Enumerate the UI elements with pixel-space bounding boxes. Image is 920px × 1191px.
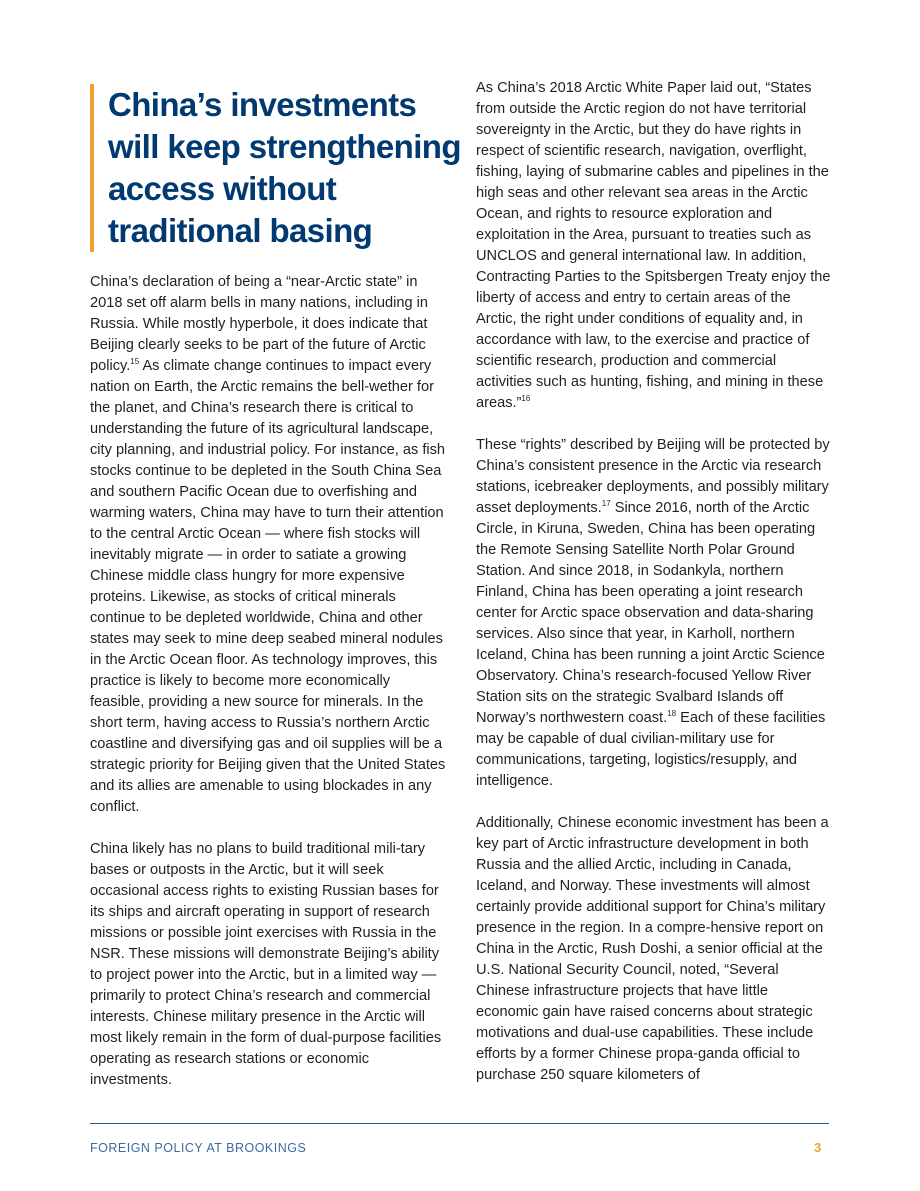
body-paragraph [90,272,446,818]
paragraph-text: These “rights” described by Beijing will be protected by China’s consistent presence in the Arctic via research stations, icebreaker deployments, and possibly military asset deployments. [476,437,830,516]
body-paragraph [476,435,832,792]
body-paragraph [476,813,832,1086]
left-column [90,78,461,1112]
footer-divider [90,1123,829,1124]
paragraph-text: China likely has no plans to build traditional mili-tary bases or outposts in the Arctic, but it will seek occasional access rights to existing Russian bases for its ships and aircraft operating in support of research missions or possible joint exercises with Russia in the NSR. These missions will demonstrate Beijing’s ability to project power into the Arctic, but in a limited way — primarily to protect China’s research and commercial interests. Chinese military presence in the Arctic will most likely remain in the form of dual-purpose facilities operating as research stations or economic investments. [90,841,442,1088]
footnote-reference[interactable]: 16 [521,394,531,403]
paragraph-text: Each of these facilities may be capable of dual civilian-military use for communications, targeting, logistics/resupply, and intelligence. [476,710,826,789]
paragraph-text: As China’s 2018 Arctic White Paper laid out, “States from outside the Arctic region do not have territorial sovereignty in the Arctic, but they do have rights in respect of scientific research, navigation, overflight, fishing, laying of submarine cables and pipelines in the high seas and other relevant sea areas in the Arctic Ocean, and rights to resource exploration and exploitation in the Area, pursuant to treaties such as UNCLOS and general international law. In addition, Contracting Parties to the Spitsbergen Treaty enjoy the liberty of access and entry to certain areas of the Arctic, the right under conditions of equality and, in accordance with law, to the exercise and practice of scientific research, production and commercial activities such as hunting, fishing, and mining in these areas.” [476,80,831,411]
paragraph-text: As climate change continues to impact every nation on Earth, the Arctic remains the bell-wether for the planet, and China’s research there is critical to understanding the future of its agricultural landscape, city planning, and industrial policy. For instance, as fish stocks continue to be depleted in the South China Sea and southern Pacific Ocean due to overfishing and warming waters, China may have to turn their attention to the central Arctic Ocean — where fish stocks will inevitably migrate — in order to satiate a growing Chinese middle class hungry for more expensive proteins. Likewise, as stocks of critical minerals continue to be depleted worldwide, China and other states may seek to mine deep seabed mineral nodules in the Arctic Ocean floor. As technology improves, this practice is likely to become more economically feasible, providing a new source for minerals. In the short term, having access to Russia’s northern Arctic coastline and diversifying gas and oil supplies will be a strategic priority for Beijing given that the United States and its allies are amenable to using blockades in any conflict. [90,358,446,815]
paragraph-text: Additionally, Chinese economic investment has been a key part of Arctic infrastructure development in both Russia and the allied Arctic, including in Canada, Iceland, and Norway. These investments will almost certainly provide additional support for China’s military presence in the region. In a compre-hensive report on China in the Arctic, Rush Doshi, a senior official at the U.S. National Security Council, noted, “Several Chinese infrastructure projects that have little economic gain have raised concerns about strategic motivations and dual-use capabilities. These include efforts by a former Chinese propa-ganda official to purchase 250 square kilometers of [476,815,829,1083]
section-heading-line: will keep strengthening [108,128,461,165]
section-heading-line: access without [108,170,337,207]
right-column [476,78,832,1107]
footnote-reference[interactable]: 17 [601,499,611,508]
footnote-reference[interactable]: 15 [130,357,140,366]
body-paragraph [90,839,446,1091]
publication-name: FOREIGN POLICY AT BROOKINGS [90,1141,307,1155]
section-heading-line: traditional basing [108,212,373,249]
section-heading-block [90,84,461,252]
page-number: 3 [814,1140,822,1155]
footnote-reference[interactable]: 18 [667,709,677,718]
body-paragraph [476,78,832,414]
section-heading [108,84,461,252]
paragraph-text: China’s declaration of being a “near-Arctic state” in 2018 set off alarm bells in many nations, including in Russia. While mostly hyperbole, it does indicate that Beijing clearly seeks to be part of the future of Arctic policy. [90,274,429,374]
section-heading-line: China’s investments [108,86,417,123]
paragraph-text: Since 2016, north of the Arctic Circle, in Kiruna, Sweden, China has been operating the Remote Sensing Satellite North Polar Ground Station. And since 2018, in Sodankyla, northern Finland, China has been operating a joint research center for Arctic space observation and data-sharing services. Also since that year, in Karholl, northern Iceland, China has been running a joint Arctic Science Observatory. China’s research-focused Yellow River Station sits on the strategic Svalbard Islands off Norway’s northwestern coast. [476,500,825,726]
